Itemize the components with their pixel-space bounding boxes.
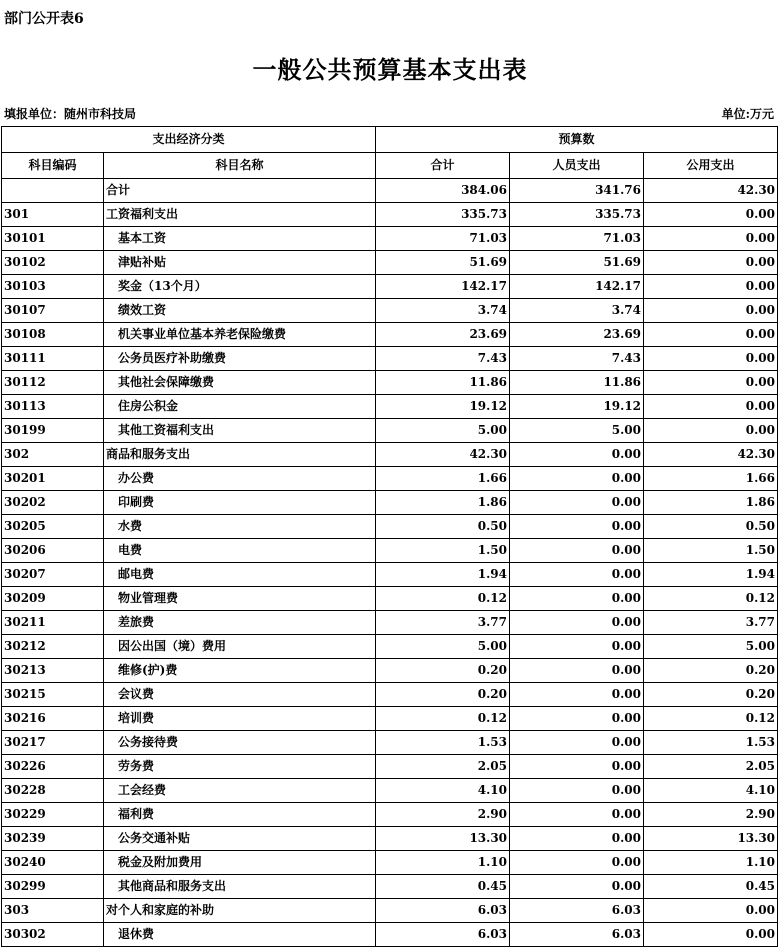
header-column-row — [2, 153, 778, 179]
table-row — [2, 395, 778, 419]
row-total: 1.10 — [376, 851, 510, 875]
row-personnel: 0.00 — [510, 587, 644, 611]
row-personnel: 0.00 — [510, 611, 644, 635]
row-code: 30201 — [2, 467, 104, 491]
header-economic-classification: 支出经济分类 — [2, 127, 376, 153]
document-code: 部门公开表6 — [4, 11, 84, 27]
row-name: 税金及附加费用 — [104, 851, 376, 875]
row-name: 工资福利支出 — [104, 203, 376, 227]
row-name: 工会经费 — [104, 779, 376, 803]
row-name: 对个人和家庭的补助 — [104, 899, 376, 923]
row-code: 30228 — [2, 779, 104, 803]
row-public: 0.20 — [644, 683, 778, 707]
row-personnel: 0.00 — [510, 851, 644, 875]
row-name: 劳务费 — [104, 755, 376, 779]
row-code: 30217 — [2, 731, 104, 755]
row-total: 0.20 — [376, 683, 510, 707]
row-name: 津贴补贴 — [104, 251, 376, 275]
row-personnel: 6.03 — [510, 899, 644, 923]
row-name: 维修(护)费 — [104, 659, 376, 683]
row-public: 0.00 — [644, 203, 778, 227]
row-code: 30299 — [2, 875, 104, 899]
row-public: 1.10 — [644, 851, 778, 875]
row-total: 0.20 — [376, 659, 510, 683]
row-total: 1.53 — [376, 731, 510, 755]
row-total: 1.66 — [376, 467, 510, 491]
row-code: 30206 — [2, 539, 104, 563]
row-total: 0.50 — [376, 515, 510, 539]
table-row — [2, 659, 778, 683]
row-total: 335.73 — [376, 203, 510, 227]
row-total: 5.00 — [376, 635, 510, 659]
row-name: 公务员医疗补助缴费 — [104, 347, 376, 371]
row-total: 142.17 — [376, 275, 510, 299]
row-personnel: 0.00 — [510, 491, 644, 515]
row-code — [2, 179, 104, 203]
table-row — [2, 707, 778, 731]
row-public: 42.30 — [644, 443, 778, 467]
row-name: 因公出国（境）费用 — [104, 635, 376, 659]
row-code: 30112 — [2, 371, 104, 395]
row-name: 福利费 — [104, 803, 376, 827]
row-name: 商品和服务支出 — [104, 443, 376, 467]
table-row — [2, 587, 778, 611]
row-personnel: 0.00 — [510, 467, 644, 491]
row-public: 42.30 — [644, 179, 778, 203]
table-row — [2, 899, 778, 923]
row-personnel: 0.00 — [510, 539, 644, 563]
row-name: 电费 — [104, 539, 376, 563]
row-personnel: 0.00 — [510, 755, 644, 779]
row-personnel: 0.00 — [510, 659, 644, 683]
row-code: 30240 — [2, 851, 104, 875]
row-personnel: 0.00 — [510, 707, 644, 731]
row-code: 30103 — [2, 275, 104, 299]
row-personnel: 341.76 — [510, 179, 644, 203]
row-code: 30209 — [2, 587, 104, 611]
row-total: 0.45 — [376, 875, 510, 899]
row-code: 301 — [2, 203, 104, 227]
table-row — [2, 827, 778, 851]
table-row — [2, 203, 778, 227]
row-personnel: 0.00 — [510, 515, 644, 539]
row-personnel: 19.12 — [510, 395, 644, 419]
table-row — [2, 755, 778, 779]
row-total: 3.77 — [376, 611, 510, 635]
row-public: 0.00 — [644, 395, 778, 419]
row-total: 13.30 — [376, 827, 510, 851]
table-row — [2, 515, 778, 539]
row-name: 住房公积金 — [104, 395, 376, 419]
row-personnel: 3.74 — [510, 299, 644, 323]
row-public: 0.00 — [644, 323, 778, 347]
row-total: 19.12 — [376, 395, 510, 419]
row-public: 0.50 — [644, 515, 778, 539]
table-row — [2, 803, 778, 827]
header-personnel: 人员支出 — [510, 153, 644, 179]
row-personnel: 0.00 — [510, 803, 644, 827]
row-public: 0.12 — [644, 587, 778, 611]
table-row — [2, 419, 778, 443]
row-public: 1.50 — [644, 539, 778, 563]
row-public: 1.86 — [644, 491, 778, 515]
row-code: 30107 — [2, 299, 104, 323]
table-row — [2, 179, 778, 203]
table-row — [2, 467, 778, 491]
row-personnel: 7.43 — [510, 347, 644, 371]
row-public: 2.90 — [644, 803, 778, 827]
row-public: 3.77 — [644, 611, 778, 635]
row-public: 5.00 — [644, 635, 778, 659]
row-public: 0.12 — [644, 707, 778, 731]
row-public: 0.00 — [644, 347, 778, 371]
row-code: 30113 — [2, 395, 104, 419]
row-code: 30239 — [2, 827, 104, 851]
table-row — [2, 251, 778, 275]
row-total: 11.86 — [376, 371, 510, 395]
header-budget-amount: 预算数 — [376, 127, 778, 153]
row-code: 30199 — [2, 419, 104, 443]
table-row — [2, 611, 778, 635]
row-name: 邮电费 — [104, 563, 376, 587]
table-row — [2, 875, 778, 899]
row-total: 4.10 — [376, 779, 510, 803]
table-row — [2, 227, 778, 251]
row-personnel: 51.69 — [510, 251, 644, 275]
row-name: 物业管理费 — [104, 587, 376, 611]
row-personnel: 6.03 — [510, 923, 644, 947]
row-public: 2.05 — [644, 755, 778, 779]
row-total: 1.50 — [376, 539, 510, 563]
row-code: 30108 — [2, 323, 104, 347]
row-name: 基本工资 — [104, 227, 376, 251]
row-public: 0.00 — [644, 371, 778, 395]
row-code: 30207 — [2, 563, 104, 587]
table-row — [2, 635, 778, 659]
row-code: 30215 — [2, 683, 104, 707]
row-total: 5.00 — [376, 419, 510, 443]
row-name: 水费 — [104, 515, 376, 539]
row-code: 30205 — [2, 515, 104, 539]
reporting-unit: 填报单位：随州市科技局 — [4, 107, 137, 121]
row-code: 30202 — [2, 491, 104, 515]
table-row — [2, 371, 778, 395]
row-total: 384.06 — [376, 179, 510, 203]
row-personnel: 0.00 — [510, 443, 644, 467]
row-name: 退休费 — [104, 923, 376, 947]
table-row — [2, 779, 778, 803]
row-total: 1.94 — [376, 563, 510, 587]
row-public: 1.53 — [644, 731, 778, 755]
row-public: 0.00 — [644, 899, 778, 923]
row-public: 0.00 — [644, 227, 778, 251]
row-total: 1.86 — [376, 491, 510, 515]
row-total: 51.69 — [376, 251, 510, 275]
row-total: 6.03 — [376, 923, 510, 947]
row-personnel: 0.00 — [510, 635, 644, 659]
row-personnel: 0.00 — [510, 875, 644, 899]
row-name: 公务交通补贴 — [104, 827, 376, 851]
header-code: 科目编码 — [2, 153, 104, 179]
row-code: 302 — [2, 443, 104, 467]
table-row — [2, 347, 778, 371]
row-code: 30212 — [2, 635, 104, 659]
table-row — [2, 491, 778, 515]
row-name: 其他商品和服务支出 — [104, 875, 376, 899]
table-row — [2, 299, 778, 323]
header-public: 公用支出 — [644, 153, 778, 179]
row-personnel: 71.03 — [510, 227, 644, 251]
row-name: 绩效工资 — [104, 299, 376, 323]
row-name: 培训费 — [104, 707, 376, 731]
row-public: 0.00 — [644, 923, 778, 947]
row-total: 0.12 — [376, 707, 510, 731]
table-row — [2, 275, 778, 299]
row-personnel: 0.00 — [510, 683, 644, 707]
budget-table — [1, 126, 778, 947]
row-name: 机关事业单位基本养老保险缴费 — [104, 323, 376, 347]
row-name: 合计 — [104, 179, 376, 203]
row-total: 42.30 — [376, 443, 510, 467]
row-total: 2.05 — [376, 755, 510, 779]
header-total: 合计 — [376, 153, 510, 179]
row-personnel: 5.00 — [510, 419, 644, 443]
table-row — [2, 539, 778, 563]
table-row — [2, 923, 778, 947]
row-name: 会议费 — [104, 683, 376, 707]
row-name: 印刷费 — [104, 491, 376, 515]
row-public: 1.66 — [644, 467, 778, 491]
row-code: 30302 — [2, 923, 104, 947]
table-row — [2, 731, 778, 755]
table-body — [2, 179, 778, 947]
row-personnel: 0.00 — [510, 779, 644, 803]
row-total: 7.43 — [376, 347, 510, 371]
row-personnel: 0.00 — [510, 827, 644, 851]
table-row — [2, 323, 778, 347]
row-total: 6.03 — [376, 899, 510, 923]
currency-unit: 单位:万元 — [721, 107, 774, 121]
page-title: 一般公共预算基本支出表 — [252, 55, 528, 84]
row-personnel: 0.00 — [510, 563, 644, 587]
row-personnel: 335.73 — [510, 203, 644, 227]
table-row — [2, 683, 778, 707]
row-code: 30211 — [2, 611, 104, 635]
row-code: 30226 — [2, 755, 104, 779]
row-public: 0.20 — [644, 659, 778, 683]
table-row — [2, 443, 778, 467]
row-code: 30213 — [2, 659, 104, 683]
table-row — [2, 563, 778, 587]
row-name: 其他社会保障缴费 — [104, 371, 376, 395]
row-personnel: 23.69 — [510, 323, 644, 347]
row-personnel: 0.00 — [510, 731, 644, 755]
row-code: 30216 — [2, 707, 104, 731]
row-name: 公务接待费 — [104, 731, 376, 755]
row-total: 0.12 — [376, 587, 510, 611]
row-code: 30102 — [2, 251, 104, 275]
row-total: 23.69 — [376, 323, 510, 347]
row-name: 差旅费 — [104, 611, 376, 635]
row-code: 30229 — [2, 803, 104, 827]
row-public: 0.45 — [644, 875, 778, 899]
row-public: 0.00 — [644, 275, 778, 299]
row-code: 30111 — [2, 347, 104, 371]
header-name: 科目名称 — [104, 153, 376, 179]
row-total: 71.03 — [376, 227, 510, 251]
row-name: 办公费 — [104, 467, 376, 491]
row-public: 0.00 — [644, 299, 778, 323]
row-name: 其他工资福利支出 — [104, 419, 376, 443]
header-group-row — [2, 127, 778, 153]
row-public: 4.10 — [644, 779, 778, 803]
table-row — [2, 851, 778, 875]
row-total: 2.90 — [376, 803, 510, 827]
row-personnel: 142.17 — [510, 275, 644, 299]
row-public: 0.00 — [644, 251, 778, 275]
row-public: 1.94 — [644, 563, 778, 587]
row-personnel: 11.86 — [510, 371, 644, 395]
row-total: 3.74 — [376, 299, 510, 323]
row-code: 303 — [2, 899, 104, 923]
row-name: 奖金（13个月） — [104, 275, 376, 299]
row-public: 13.30 — [644, 827, 778, 851]
row-code: 30101 — [2, 227, 104, 251]
row-public: 0.00 — [644, 419, 778, 443]
